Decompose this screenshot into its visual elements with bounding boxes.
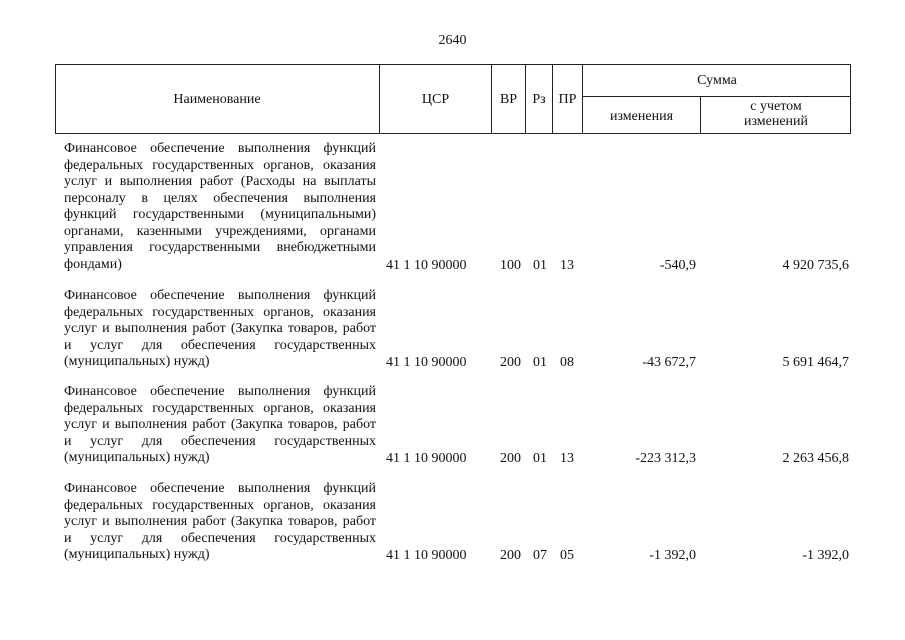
header-csr: ЦСР	[421, 92, 450, 107]
row-change: -540,9	[659, 257, 696, 273]
header-sep-sum-sub	[582, 96, 851, 97]
header-change: изменения	[609, 109, 674, 124]
page-number: 2640	[438, 33, 467, 48]
row-total: 2 263 456,8	[782, 450, 849, 466]
header-with-change-line2: изменений	[743, 114, 809, 129]
row-vr: 200	[500, 547, 521, 563]
row-total: 5 691 464,7	[782, 354, 849, 370]
header-sum: Сумма	[697, 73, 737, 88]
table-row	[0, 141, 905, 274]
header-rz: Рз	[532, 92, 546, 107]
row-name: Финансовое обеспечение выполнения функций федеральных государственных органов, оказания услуг и выполнения работ (Закупка товаров, работ и услуг для обеспечения государственных (муниципальных) нужд)	[64, 288, 376, 369]
row-name: Финансовое обеспечение выполнения функций федеральных государственных органов, оказания услуг и выполнения работ (Расходы на выплаты персоналу в целях обеспечения выполнения функций государственными (муниципальными) органами, казенными учреждениями, органами управления государственными внебюджетными фондами)	[64, 141, 376, 272]
row-rz: 01	[533, 450, 547, 466]
header-pr: ПР	[558, 92, 577, 107]
header-with-change-line1: с учетом	[750, 99, 802, 114]
row-vr: 200	[500, 450, 521, 466]
header-border-bottom	[55, 133, 851, 134]
row-change: -1 392,0	[649, 547, 696, 563]
row-pr: 08	[560, 354, 574, 370]
row-name: Финансовое обеспечение выполнения функций федеральных государственных органов, оказания услуг и выполнения работ (Закупка товаров, работ и услуг для обеспечения государственных (муниципальных) нужд)	[64, 481, 376, 562]
row-pr: 13	[560, 257, 574, 273]
row-csr: 41 1 10 90000	[386, 547, 467, 563]
row-total: -1 392,0	[802, 547, 849, 563]
row-vr: 200	[500, 354, 521, 370]
row-change: -43 672,7	[642, 354, 696, 370]
row-vr: 100	[500, 257, 521, 273]
table-row	[0, 481, 905, 564]
table-row	[0, 384, 905, 467]
header-name: Наименование	[173, 92, 261, 107]
row-rz: 07	[533, 547, 547, 563]
row-pr: 05	[560, 547, 574, 563]
header-vr: ВР	[499, 92, 518, 107]
row-csr: 41 1 10 90000	[386, 354, 467, 370]
header-border-top	[55, 64, 851, 65]
row-rz: 01	[533, 257, 547, 273]
header-with-change	[701, 99, 851, 129]
row-total: 4 920 735,6	[782, 257, 849, 273]
row-csr: 41 1 10 90000	[386, 257, 467, 273]
row-pr: 13	[560, 450, 574, 466]
table-row	[0, 288, 905, 371]
row-change: -223 312,3	[635, 450, 696, 466]
row-csr: 41 1 10 90000	[386, 450, 467, 466]
row-rz: 01	[533, 354, 547, 370]
table-header	[55, 64, 851, 134]
row-name: Финансовое обеспечение выполнения функций федеральных государственных органов, оказания услуг и выполнения работ (Закупка товаров, работ и услуг для обеспечения государственных (муниципальных) нужд)	[64, 384, 376, 465]
